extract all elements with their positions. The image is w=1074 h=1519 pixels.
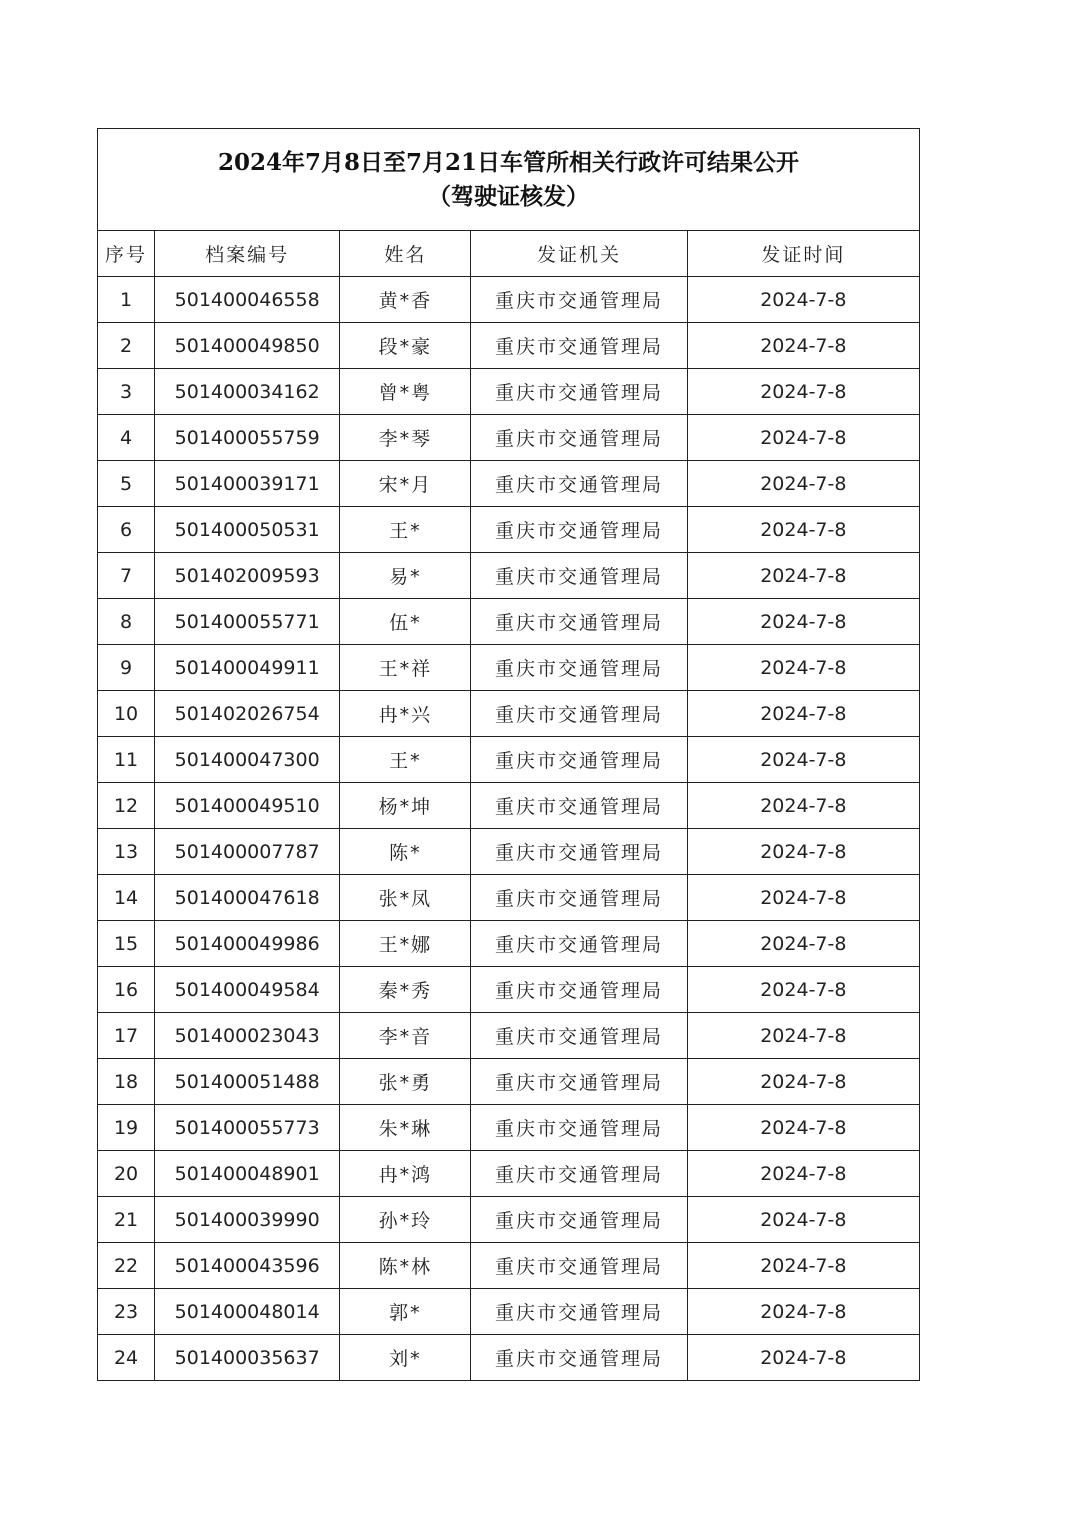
cell-name: 刘* (340, 1335, 471, 1381)
cell-date: 2024-7-8 (687, 553, 919, 599)
table-row (98, 599, 920, 645)
cell-file-no: 501400023043 (155, 1013, 340, 1059)
cell-file-no: 501400047300 (155, 737, 340, 783)
cell-authority: 重庆市交通管理局 (471, 1059, 687, 1105)
cell-name: 郭* (340, 1289, 471, 1335)
cell-authority: 重庆市交通管理局 (471, 1105, 687, 1151)
cell-name: 杨*坤 (340, 783, 471, 829)
cell-date: 2024-7-8 (687, 1105, 919, 1151)
table-row (98, 507, 920, 553)
cell-name: 黄*香 (340, 277, 471, 323)
table-row (98, 277, 920, 323)
cell-seq: 4 (98, 415, 155, 461)
cell-date: 2024-7-8 (687, 1335, 919, 1381)
cell-date: 2024-7-8 (687, 1289, 919, 1335)
cell-seq: 6 (98, 507, 155, 553)
cell-date: 2024-7-8 (687, 737, 919, 783)
cell-seq: 2 (98, 323, 155, 369)
cell-file-no: 501400007787 (155, 829, 340, 875)
table-row (98, 691, 920, 737)
cell-name: 秦*秀 (340, 967, 471, 1013)
cell-authority: 重庆市交通管理局 (471, 737, 687, 783)
cell-date: 2024-7-8 (687, 1059, 919, 1105)
cell-file-no: 501400050531 (155, 507, 340, 553)
cell-authority: 重庆市交通管理局 (471, 599, 687, 645)
cell-seq: 12 (98, 783, 155, 829)
cell-seq: 9 (98, 645, 155, 691)
cell-seq: 7 (98, 553, 155, 599)
cell-file-no: 501400048014 (155, 1289, 340, 1335)
cell-name: 易* (340, 553, 471, 599)
cell-name: 李*琴 (340, 415, 471, 461)
cell-date: 2024-7-8 (687, 645, 919, 691)
cell-seq: 14 (98, 875, 155, 921)
cell-seq: 24 (98, 1335, 155, 1381)
cell-name: 曾*粤 (340, 369, 471, 415)
cell-name: 伍* (340, 599, 471, 645)
cell-name: 冉*鸿 (340, 1151, 471, 1197)
table-row (98, 921, 920, 967)
table-row (98, 1289, 920, 1335)
table-row (98, 1151, 920, 1197)
table-row (98, 645, 920, 691)
table-row (98, 323, 920, 369)
cell-authority: 重庆市交通管理局 (471, 507, 687, 553)
cell-seq: 5 (98, 461, 155, 507)
cell-seq: 10 (98, 691, 155, 737)
cell-date: 2024-7-8 (687, 875, 919, 921)
cell-seq: 23 (98, 1289, 155, 1335)
table-row (98, 1013, 920, 1059)
cell-authority: 重庆市交通管理局 (471, 829, 687, 875)
cell-date: 2024-7-8 (687, 599, 919, 645)
cell-authority: 重庆市交通管理局 (471, 1243, 687, 1289)
cell-seq: 15 (98, 921, 155, 967)
title-line-2: （驾驶证核发） (428, 182, 589, 210)
cell-file-no: 501400049510 (155, 783, 340, 829)
cell-authority: 重庆市交通管理局 (471, 783, 687, 829)
cell-name: 王*娜 (340, 921, 471, 967)
cell-date: 2024-7-8 (687, 783, 919, 829)
cell-date: 2024-7-8 (687, 1013, 919, 1059)
cell-authority: 重庆市交通管理局 (471, 967, 687, 1013)
title-row (98, 129, 920, 231)
cell-seq: 17 (98, 1013, 155, 1059)
cell-date: 2024-7-8 (687, 1243, 919, 1289)
cell-authority: 重庆市交通管理局 (471, 277, 687, 323)
cell-date: 2024-7-8 (687, 323, 919, 369)
cell-file-no: 501400048901 (155, 1151, 340, 1197)
cell-authority: 重庆市交通管理局 (471, 369, 687, 415)
table-row (98, 1335, 920, 1381)
cell-file-no: 501400049986 (155, 921, 340, 967)
cell-file-no: 501400049584 (155, 967, 340, 1013)
cell-name: 冉*兴 (340, 691, 471, 737)
cell-seq: 16 (98, 967, 155, 1013)
table-row (98, 461, 920, 507)
cell-file-no: 501400049911 (155, 645, 340, 691)
cell-file-no: 501400049850 (155, 323, 340, 369)
column-header-file-no: 档案编号 (155, 231, 340, 277)
cell-date: 2024-7-8 (687, 507, 919, 553)
cell-authority: 重庆市交通管理局 (471, 1289, 687, 1335)
cell-name: 张*勇 (340, 1059, 471, 1105)
cell-authority: 重庆市交通管理局 (471, 645, 687, 691)
cell-file-no: 501400046558 (155, 277, 340, 323)
cell-name: 段*豪 (340, 323, 471, 369)
cell-file-no: 501400039990 (155, 1197, 340, 1243)
table-row (98, 737, 920, 783)
table-row (98, 553, 920, 599)
cell-seq: 13 (98, 829, 155, 875)
license-results-table (97, 128, 920, 1381)
table-row (98, 1105, 920, 1151)
cell-file-no: 501400047618 (155, 875, 340, 921)
cell-seq: 11 (98, 737, 155, 783)
table-body (98, 277, 920, 1381)
cell-date: 2024-7-8 (687, 921, 919, 967)
cell-name: 王* (340, 507, 471, 553)
table-row (98, 415, 920, 461)
column-header-date: 发证时间 (687, 231, 919, 277)
document-title (98, 129, 920, 231)
cell-file-no: 501400034162 (155, 369, 340, 415)
cell-seq: 8 (98, 599, 155, 645)
cell-file-no: 501400051488 (155, 1059, 340, 1105)
cell-seq: 20 (98, 1151, 155, 1197)
table-row (98, 829, 920, 875)
cell-authority: 重庆市交通管理局 (471, 921, 687, 967)
table-row (98, 875, 920, 921)
column-header-name: 姓名 (340, 231, 471, 277)
cell-file-no: 501402026754 (155, 691, 340, 737)
cell-date: 2024-7-8 (687, 691, 919, 737)
column-header-seq: 序号 (98, 231, 155, 277)
cell-name: 孙*玲 (340, 1197, 471, 1243)
cell-seq: 3 (98, 369, 155, 415)
cell-authority: 重庆市交通管理局 (471, 1013, 687, 1059)
cell-authority: 重庆市交通管理局 (471, 691, 687, 737)
table-row (98, 1197, 920, 1243)
cell-name: 朱*琳 (340, 1105, 471, 1151)
cell-date: 2024-7-8 (687, 967, 919, 1013)
cell-date: 2024-7-8 (687, 277, 919, 323)
cell-seq: 19 (98, 1105, 155, 1151)
cell-date: 2024-7-8 (687, 461, 919, 507)
cell-authority: 重庆市交通管理局 (471, 1151, 687, 1197)
cell-authority: 重庆市交通管理局 (471, 553, 687, 599)
cell-seq: 21 (98, 1197, 155, 1243)
table-row (98, 369, 920, 415)
cell-date: 2024-7-8 (687, 1151, 919, 1197)
cell-name: 王* (340, 737, 471, 783)
cell-name: 陈* (340, 829, 471, 875)
column-header-authority: 发证机关 (471, 231, 687, 277)
cell-name: 张*凤 (340, 875, 471, 921)
cell-file-no: 501400055759 (155, 415, 340, 461)
cell-file-no: 501400055773 (155, 1105, 340, 1151)
cell-name: 王*祥 (340, 645, 471, 691)
cell-date: 2024-7-8 (687, 369, 919, 415)
table-row (98, 783, 920, 829)
cell-authority: 重庆市交通管理局 (471, 461, 687, 507)
table-row (98, 967, 920, 1013)
cell-authority: 重庆市交通管理局 (471, 1197, 687, 1243)
cell-name: 宋*月 (340, 461, 471, 507)
cell-seq: 22 (98, 1243, 155, 1289)
cell-date: 2024-7-8 (687, 1197, 919, 1243)
cell-name: 李*音 (340, 1013, 471, 1059)
cell-file-no: 501400055771 (155, 599, 340, 645)
cell-authority: 重庆市交通管理局 (471, 1335, 687, 1381)
cell-file-no: 501400043596 (155, 1243, 340, 1289)
cell-authority: 重庆市交通管理局 (471, 323, 687, 369)
cell-seq: 18 (98, 1059, 155, 1105)
table-row (98, 1059, 920, 1105)
cell-file-no: 501402009593 (155, 553, 340, 599)
cell-authority: 重庆市交通管理局 (471, 875, 687, 921)
title-line-1: 2024年7月8日至7月21日车管所相关行政许可结果公开 (217, 148, 800, 176)
cell-name: 陈*林 (340, 1243, 471, 1289)
cell-date: 2024-7-8 (687, 829, 919, 875)
cell-file-no: 501400039171 (155, 461, 340, 507)
cell-file-no: 501400035637 (155, 1335, 340, 1381)
cell-authority: 重庆市交通管理局 (471, 415, 687, 461)
cell-seq: 1 (98, 277, 155, 323)
table-row (98, 1243, 920, 1289)
cell-date: 2024-7-8 (687, 415, 919, 461)
column-header-row (98, 231, 920, 277)
